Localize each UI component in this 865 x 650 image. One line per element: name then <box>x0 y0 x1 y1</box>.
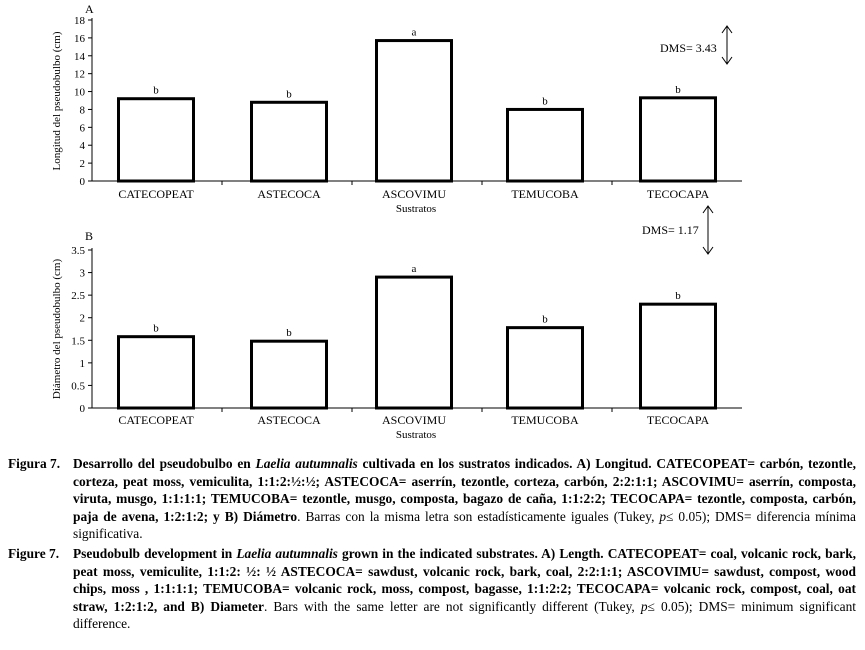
chart-a-y-axis-title: Longitud del pseudobulbo (cm) <box>51 31 63 171</box>
chart-b-dms-label: DMS= 1.17 <box>642 223 699 237</box>
chart-a-category-label: TECOCAPA <box>646 187 710 201</box>
chart-a-bar <box>641 98 716 181</box>
chart-b-y-tick-label: 1 <box>79 357 85 370</box>
caption-english-plain-1: . Bars with the same letter are not significantly different (Tukey, <box>263 598 641 614</box>
chart-b-bar-letter: a <box>411 263 417 276</box>
chart-a-category-label: ASCOVIMU <box>381 187 447 201</box>
chart-a-y-tick-label: 16 <box>74 32 85 45</box>
caption-english-plain-2: ≤ 0.05); DMS= minimum significant difference. <box>73 598 856 632</box>
chart-b-panel-label: B <box>85 229 94 243</box>
chart-a-x-axis-title: Sustratos <box>395 203 437 215</box>
chart-b-bar-letter: b <box>286 327 292 340</box>
caption-english-bold-2: grown in the indicated substrates. A) Length. CATECOPEAT= coal, volcanic rock, bark, peat moss, vemiculite, 1:1:2: ½: ½ ASTECOCA= sawdust, volcanic rock, bark, coal, 2:2:1:1; ASCOVIMU= sawdust, compost, wood chips, moss , 1:1:1:1; TEMUCOBA= volcanic rock, moss, compost, bagasse, 1:1:2:2; TECOCAPA= volcanic rock, compost, coal, oat straw, 1:2:1:2, and B) Diameter <box>73 546 857 614</box>
chart-a-bar <box>508 109 583 181</box>
chart-a-bar-letter: b <box>675 83 681 96</box>
chart-b-bar <box>641 304 716 408</box>
chart-b-y-tick-label: 3 <box>79 267 85 280</box>
caption-spanish-plain-1: . Barras con la misma letra son estadísticamente iguales (Tukey, <box>297 508 660 524</box>
chart-a-y-tick-label: 14 <box>74 50 85 63</box>
chart-b-bar-letter: b <box>153 322 159 335</box>
chart-a-bar-letter: b <box>286 88 292 101</box>
caption-spanish-bold-2: cultivada en los sustratos indicados. A) Longitud. CATECOPEAT= carbón, tezontle, corteza, peat moss, vemiculita, 1:1:2:½:½; ASTECOCA= aserrín, tezontle, corteza, carbón, 2:2:1:1; ASCOVIMU= aserrín, composta, viruta, musgo, 1:1:1:1; TEMUCOBA= tezontle, musgo, composta, bagazo de caña, 1:1:2:2; TECOCAPA= tezontle, composta, carbón, paja de avena, 1:2:1:2; y B) Diámetro <box>73 456 857 524</box>
chart-b-bar <box>252 341 327 408</box>
chart-a-bar <box>377 41 452 181</box>
caption-english-species: Laelia autumnalis <box>236 546 338 561</box>
chart-a-y-tick-label: 18 <box>74 15 85 27</box>
chart-a-y-tick-label: 12 <box>74 68 85 81</box>
chart-b-y-tick-label: 2 <box>79 312 85 325</box>
chart-b-category-label: CATECOPEAT <box>118 413 194 427</box>
caption-spanish-species: Laelia autumnalis <box>255 456 358 471</box>
chart-b-y-tick-label: 3.5 <box>71 245 85 257</box>
caption-spanish-label: Figura 7. <box>8 456 61 471</box>
chart-b-bar <box>508 328 583 408</box>
chart-a-y-tick-label: 6 <box>79 122 85 135</box>
chart-a-dms-label: DMS= 3.43 <box>660 41 717 55</box>
chart-b-y-tick-label: 0 <box>79 403 85 415</box>
chart-a-y-tick-label: 2 <box>79 158 85 171</box>
caption-spanish-p: p <box>659 508 667 524</box>
chart-b-category-label: ASCOVIMU <box>381 413 447 427</box>
chart-a-y-tick-label: 10 <box>74 86 85 99</box>
chart-a-category-label: TEMUCOBA <box>511 187 579 201</box>
caption-english-label: Figure 7. <box>8 546 60 561</box>
chart-b-bar <box>119 337 194 408</box>
chart-b-bar <box>377 277 452 408</box>
chart-b-bar-letter: b <box>542 313 548 326</box>
chart-a-category-label: CATECOPEAT <box>118 187 194 201</box>
chart-b-category-label: TECOCAPA <box>646 413 710 427</box>
chart-b-category-label: TEMUCOBA <box>511 413 579 427</box>
caption-spanish <box>8 455 856 543</box>
caption-spanish-plain-2: ≤ 0.05); DMS= diferencia mínima significativa. <box>73 508 856 542</box>
chart-b-y-tick-label: 0.5 <box>71 380 85 393</box>
chart-a-bar <box>252 102 327 181</box>
chart-b-x-axis-title: Sustratos <box>395 429 437 441</box>
chart-a-bar-letter: b <box>153 84 159 97</box>
caption-english <box>8 545 856 633</box>
caption-english-p: p <box>640 598 648 614</box>
chart-a-category-label: ASTECOCA <box>257 187 321 201</box>
chart-b-bar-letter: b <box>675 290 681 303</box>
chart-b-category-label: ASTECOCA <box>257 413 321 427</box>
chart-b-y-axis-title: Diámetro del pseudobulbo (cm) <box>51 258 63 400</box>
chart-a-bar <box>119 99 194 181</box>
chart-a-y-tick-label: 0 <box>79 176 85 188</box>
chart-a-panel-label: A <box>85 2 94 16</box>
caption-spanish-bold-1: Desarrollo del pseudobulbo en <box>73 456 256 471</box>
chart-a-y-tick-label: 4 <box>79 140 85 153</box>
chart-a-bar-letter: a <box>411 26 417 39</box>
chart-b-y-tick-label: 2.5 <box>71 290 85 303</box>
chart-a-bar-letter: b <box>542 95 548 108</box>
chart-a-y-tick-label: 8 <box>79 104 85 117</box>
caption-english-bold-1: Pseudobulb development in <box>73 546 237 561</box>
chart-b-y-tick-label: 1.5 <box>71 335 85 348</box>
